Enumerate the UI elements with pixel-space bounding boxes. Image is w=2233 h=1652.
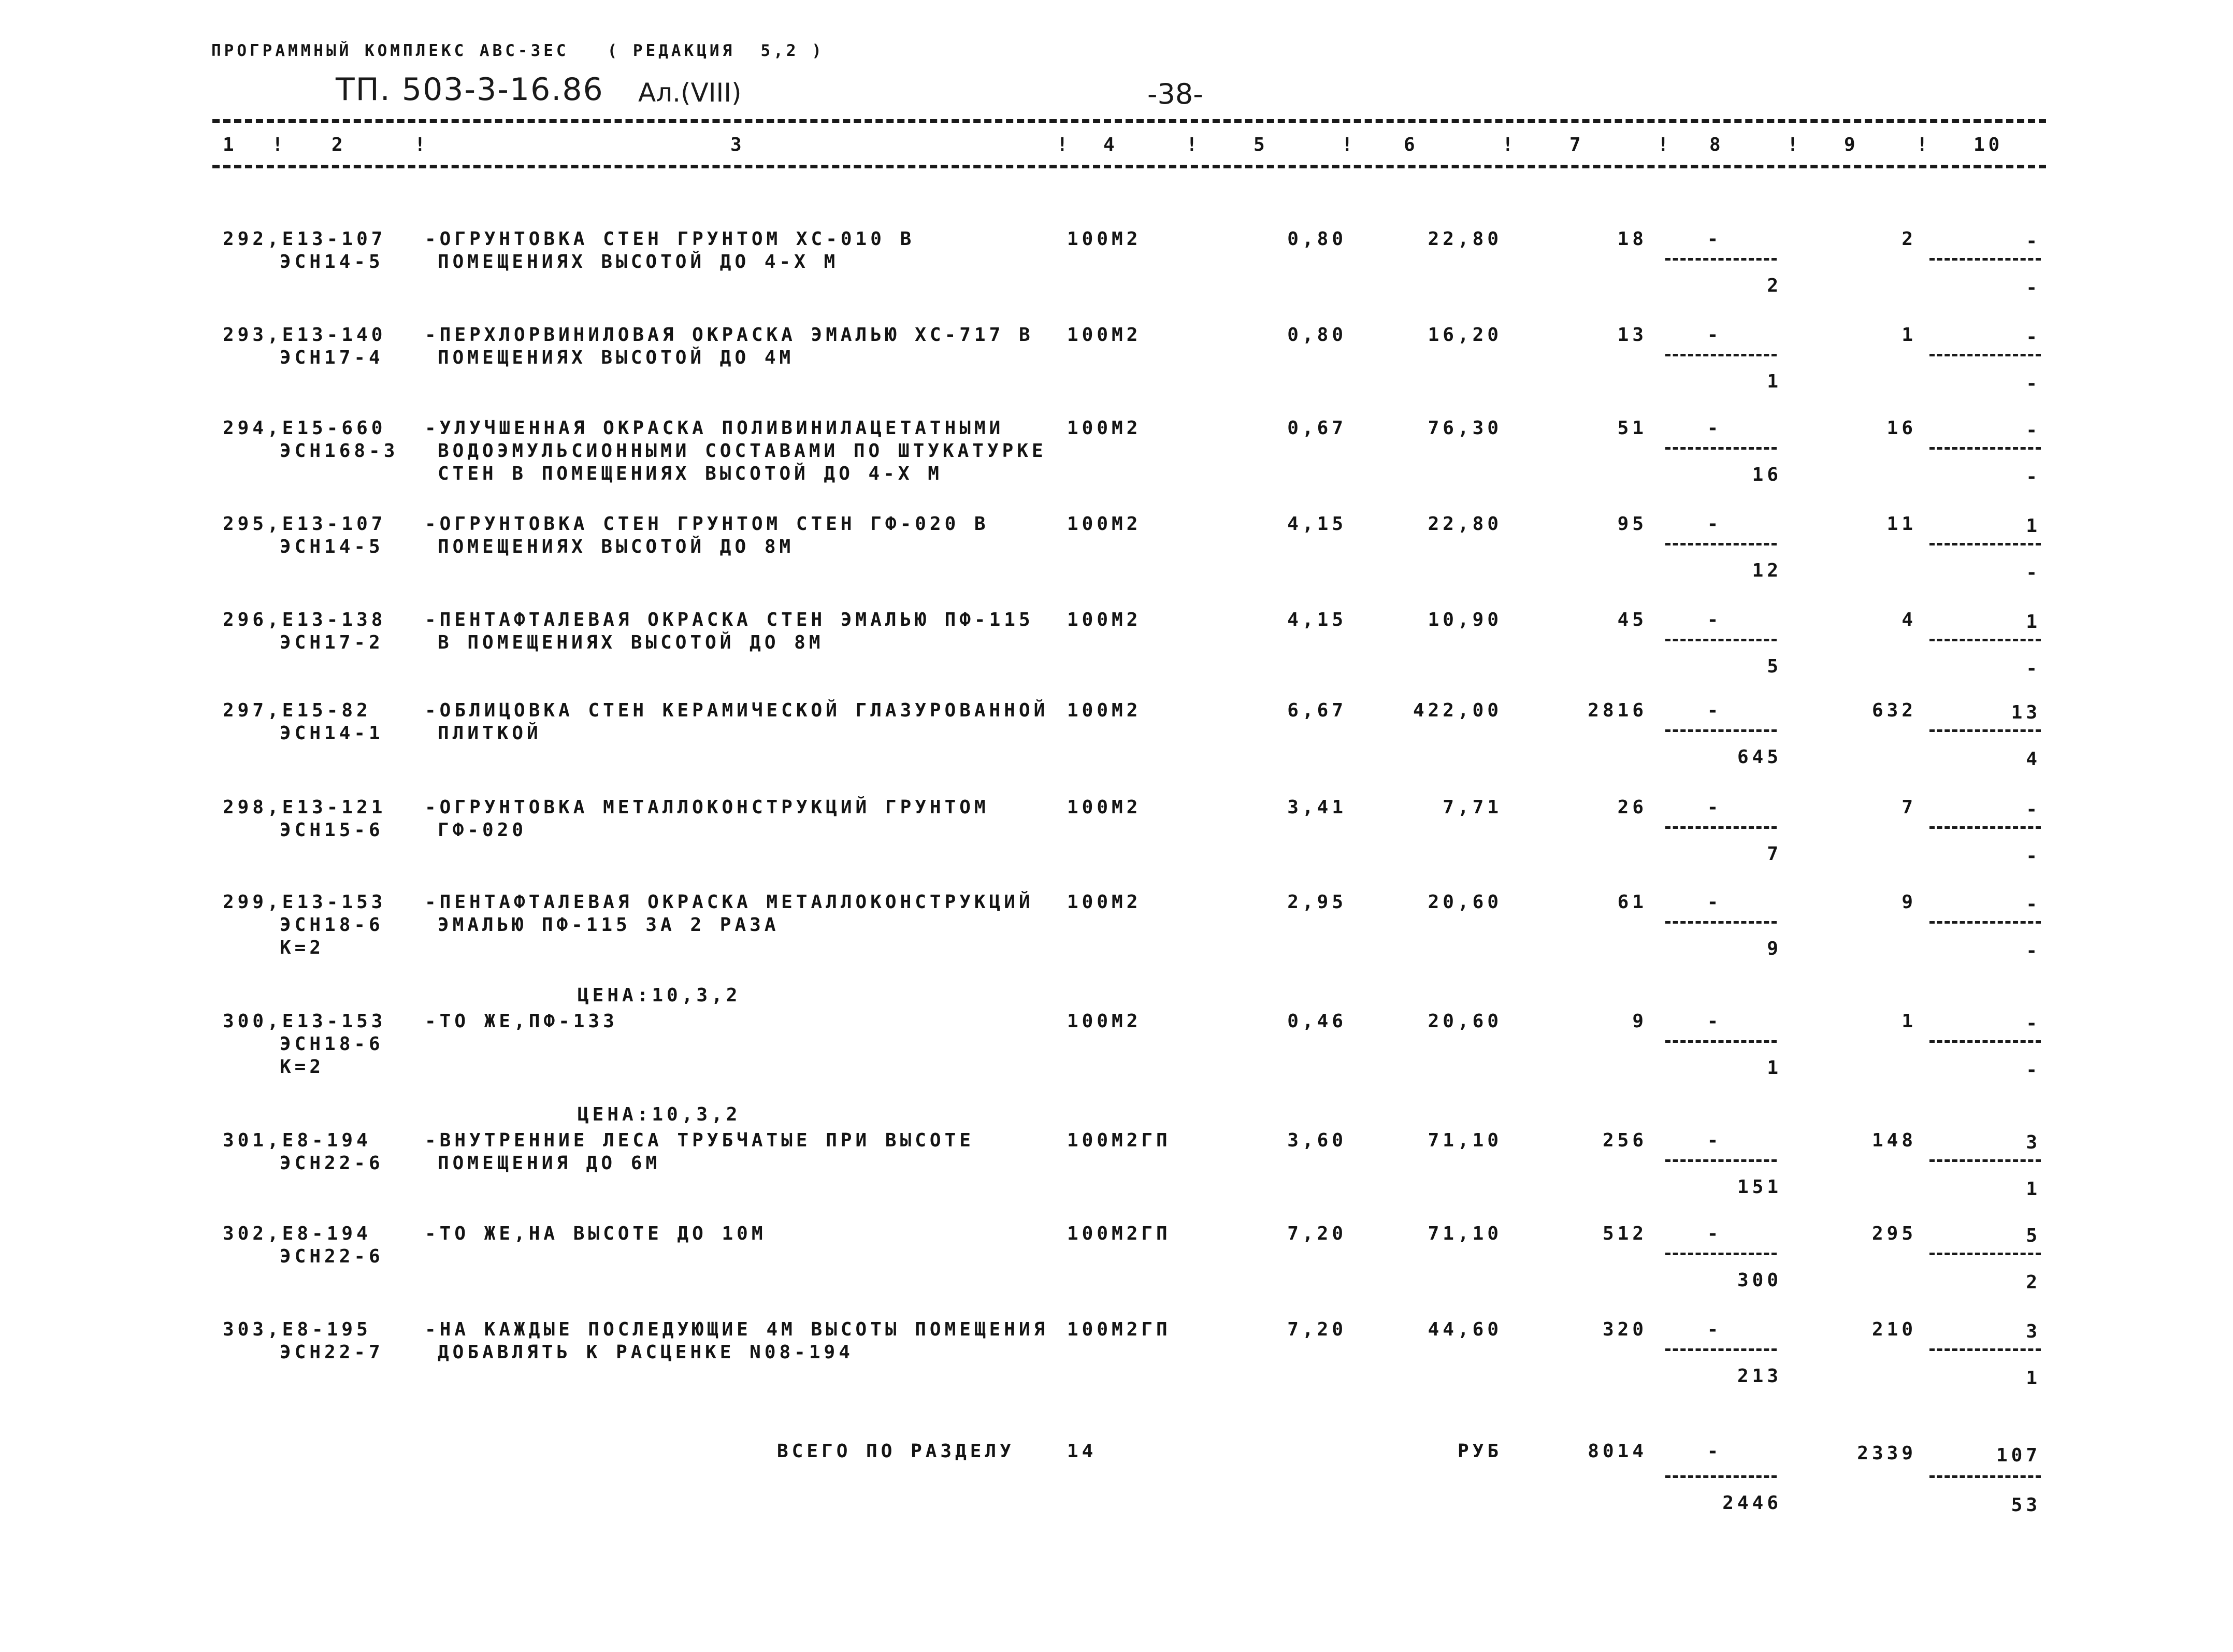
row-code: ЭСН17-2: [280, 632, 384, 653]
row-col10-rule: [1929, 258, 2041, 261]
page-number: -38-: [1147, 78, 1203, 110]
row-col8-rule: [1665, 1159, 1777, 1162]
row-quantity: 4,15: [1287, 609, 1347, 630]
row-unit-price: 422,00: [1413, 700, 1502, 721]
row-col10-rule: [1929, 826, 2041, 829]
row-col10-top: 3: [2026, 1132, 2041, 1153]
row-col8-rule: [1665, 1040, 1777, 1043]
row-col9: 11: [1886, 513, 1917, 535]
row-description: В ПОМЕЩЕНИЯХ ВЫСОТОЙ ДО 8М: [438, 632, 824, 653]
row-col8-rule: [1665, 447, 1777, 450]
row-code: ЭСН22-7: [280, 1342, 384, 1363]
row-col10-bottom: 2: [2026, 1272, 2041, 1293]
row-description: -ПЕРХЛОРВИНИЛОВАЯ ОКРАСКА ЭМАЛЬЮ ХС-717 В: [425, 324, 1034, 346]
row-code: 298,Е13-121: [223, 797, 386, 818]
row-description: ДОБАВЛЯТЬ К РАСЦЕНКЕ N08-194: [438, 1342, 854, 1363]
total-count: 14: [1067, 1441, 1097, 1462]
row-col10-rule: [1929, 639, 2041, 641]
row-col8-top: -: [1707, 228, 1722, 250]
row-col10-bottom: -: [2026, 466, 2041, 487]
row-col8-rule: [1665, 729, 1777, 732]
row-description: ПОМЕЩЕНИЯ ДО 6М: [438, 1153, 661, 1174]
row-col10-top: 3: [2026, 1321, 2041, 1342]
row-description: ПОМЕЩЕНИЯХ ВЫСОТОЙ ДО 8М: [438, 536, 795, 557]
row-quantity: 4,15: [1287, 513, 1347, 535]
row-code: ЭСН17-4: [280, 347, 384, 368]
row-code: 303,Е8-195: [223, 1319, 371, 1340]
row-col10-bottom: -: [2026, 1059, 2041, 1081]
row-col8-rule: [1665, 826, 1777, 829]
row-quantity: 7,20: [1287, 1319, 1347, 1340]
row-code: К=2: [280, 1056, 325, 1078]
price-note: ЦЕНА:10,3,2: [578, 985, 741, 1006]
stamp-album: Ал.(VIII): [638, 78, 742, 108]
row-total-cost: 61: [1617, 892, 1647, 913]
row-col10-bottom: -: [2026, 940, 2041, 961]
row-col9: 210: [1871, 1319, 1917, 1340]
row-code: 293,Е13-140: [223, 324, 386, 346]
row-description: ПОМЕЩЕНИЯХ ВЫСОТОЙ ДО 4М: [438, 347, 795, 368]
row-col10-bottom: -: [2026, 562, 2041, 583]
total-col9: 2339: [1857, 1443, 1917, 1464]
row-col10-bottom: -: [2026, 658, 2041, 679]
row-unit: 100М2: [1067, 418, 1142, 439]
row-code: ЭСН168-3: [280, 440, 399, 462]
row-code: К=2: [280, 937, 325, 958]
row-unit: 100М2: [1067, 609, 1142, 630]
row-col8-rule: [1665, 1348, 1777, 1351]
row-col10-top: 5: [2026, 1225, 2041, 1246]
row-code: ЭСН18-6: [280, 914, 384, 936]
row-unit: 100М2: [1067, 1011, 1142, 1032]
row-code: 299,Е13-153: [223, 892, 386, 913]
row-col10-rule: [1929, 729, 2041, 732]
row-description: ПОМЕЩЕНИЯХ ВЫСОТОЙ ДО 4-Х М: [438, 251, 839, 272]
row-quantity: 3,41: [1287, 797, 1347, 818]
row-unit-price: 22,80: [1428, 228, 1502, 250]
row-unit-price: 71,10: [1428, 1130, 1502, 1151]
row-description: -ТО ЖЕ,ПФ-133: [425, 1011, 618, 1032]
row-description: -УЛУЧШЕННАЯ ОКРАСКА ПОЛИВИНИЛАЦЕТАТНЫМИ: [425, 418, 1004, 439]
row-description: ГФ-020: [438, 820, 527, 841]
row-description: -ОГРУНТОВКА СТЕН ГРУНТОМ СТЕН ГФ-020 В: [425, 513, 989, 535]
row-col8-top: -: [1707, 1011, 1722, 1032]
column-separator: !: [1658, 134, 1669, 155]
column-separator: !: [1342, 134, 1353, 155]
column-header-8: 8: [1709, 134, 1724, 155]
total-cost: 8014: [1588, 1441, 1647, 1462]
row-col10-top: -: [2026, 894, 2041, 915]
row-code: 296,Е13-138: [223, 609, 386, 630]
row-col8-bottom: 12: [1752, 560, 1782, 581]
row-total-cost: 256: [1602, 1130, 1647, 1151]
row-unit-price: 16,20: [1428, 324, 1502, 346]
column-header-3: 3: [730, 134, 745, 155]
row-code: 297,Е15-82: [223, 700, 371, 721]
column-header-1: 1: [223, 134, 238, 155]
row-col8-bottom: 300: [1737, 1270, 1782, 1291]
column-header-7: 7: [1569, 134, 1584, 155]
row-col10-top: 13: [2011, 702, 2041, 723]
row-total-cost: 512: [1602, 1223, 1647, 1244]
row-col8-bottom: 645: [1737, 746, 1782, 768]
row-col10-bottom: 4: [2026, 749, 2041, 770]
row-quantity: 6,67: [1287, 700, 1347, 721]
row-col10-rule: [1929, 1040, 2041, 1043]
row-col10-bottom: -: [2026, 373, 2041, 394]
row-col8-rule: [1665, 639, 1777, 641]
row-total-cost: 95: [1617, 513, 1647, 535]
row-code: ЭСН14-5: [280, 536, 384, 557]
row-col8-bottom: 5: [1767, 656, 1782, 677]
row-col8-rule: [1665, 354, 1777, 356]
row-unit-price: 20,60: [1428, 892, 1502, 913]
total-currency: РУБ: [1457, 1441, 1502, 1462]
row-col10-top: -: [2026, 326, 2041, 348]
row-description: СТЕН В ПОМЕЩЕНИЯХ ВЫСОТОЙ ДО 4-Х М: [438, 463, 943, 484]
row-code: 301,Е8-194: [223, 1130, 371, 1151]
row-col10-top: -: [2026, 799, 2041, 820]
column-separator: !: [1186, 134, 1198, 155]
row-description: ЭМАЛЬЮ ПФ-115 ЗА 2 РАЗА: [438, 914, 780, 936]
row-total-cost: 18: [1617, 228, 1647, 250]
total-col10-top: 107: [1996, 1445, 2041, 1466]
column-separator: !: [1787, 134, 1798, 155]
row-col10-rule: [1929, 1348, 2041, 1351]
row-unit: 100М2ГП: [1067, 1130, 1171, 1151]
row-col8-top: -: [1707, 1223, 1722, 1244]
row-quantity: 2,95: [1287, 892, 1347, 913]
column-separator: !: [1917, 134, 1928, 155]
row-col8-bottom: 9: [1767, 938, 1782, 959]
row-code: ЭСН22-6: [280, 1246, 384, 1267]
row-quantity: 7,20: [1287, 1223, 1347, 1244]
column-header-4: 4: [1103, 134, 1118, 155]
column-separator: !: [272, 134, 283, 155]
row-unit: 100М2: [1067, 797, 1142, 818]
row-unit-price: 22,80: [1428, 513, 1502, 535]
row-col9: 2: [1901, 228, 1917, 250]
row-col10-bottom: 1: [2026, 1368, 2041, 1389]
row-quantity: 0,80: [1287, 324, 1347, 346]
row-description: ВОДОЭМУЛЬСИОННЫМИ СОСТАВАМИ ПО ШТУКАТУРКЕ: [438, 440, 1047, 462]
row-code: ЭСН14-1: [280, 723, 384, 744]
row-quantity: 3,60: [1287, 1130, 1347, 1151]
row-col9: 148: [1871, 1130, 1917, 1151]
row-quantity: 0,80: [1287, 228, 1347, 250]
total-col8-top: -: [1707, 1441, 1722, 1462]
row-description: -ПЕНТАФТАЛЕВАЯ ОКРАСКА СТЕН ЭМАЛЬЮ ПФ-115: [425, 609, 1034, 630]
row-col10-top: 1: [2026, 611, 2041, 633]
row-code: ЭСН15-6: [280, 820, 384, 841]
row-col10-top: -: [2026, 231, 2041, 252]
row-description: -ОГРУНТОВКА МЕТАЛЛОКОНСТРУКЦИЙ ГРУНТОМ: [425, 797, 989, 818]
row-quantity: 0,67: [1287, 418, 1347, 439]
program-header: ПРОГРАММНЫЙ КОМПЛЕКС АВС-ЗЕС ( РЕДАКЦИЯ 5,2 ): [211, 41, 825, 60]
row-description: -ПЕНТАФТАЛЕВАЯ ОКРАСКА МЕТАЛЛОКОНСТРУКЦИЙ: [425, 892, 1034, 913]
row-col8-top: -: [1707, 700, 1722, 721]
header-rule-bottom: [212, 165, 2046, 168]
row-col8-top: -: [1707, 892, 1722, 913]
row-col8-bottom: 151: [1737, 1176, 1782, 1198]
row-total-cost: 320: [1602, 1319, 1647, 1340]
row-description: -ТО ЖЕ,НА ВЫСОТЕ ДО 10М: [425, 1223, 767, 1244]
row-col9: 4: [1901, 609, 1917, 630]
row-unit: 100М2ГП: [1067, 1319, 1171, 1340]
row-col9: 1: [1901, 324, 1917, 346]
row-col10-bottom: 1: [2026, 1179, 2041, 1200]
row-code: 302,Е8-194: [223, 1223, 371, 1244]
row-description: ПЛИТКОЙ: [438, 723, 542, 744]
row-col8-rule: [1665, 1253, 1777, 1255]
row-code: 295,Е13-107: [223, 513, 386, 535]
total-col10-rule: [1929, 1475, 2041, 1478]
total-label: ВСЕГО ПО РАЗДЕЛУ: [777, 1441, 1015, 1462]
row-total-cost: 45: [1617, 609, 1647, 630]
row-total-cost: 2816: [1588, 700, 1647, 721]
row-col9: 7: [1901, 797, 1917, 818]
column-separator: !: [414, 134, 426, 155]
column-header-10: 10: [1973, 134, 2004, 155]
row-description: -НА КАЖДЫЕ ПОСЛЕДУЮЩИЕ 4М ВЫСОТЫ ПОМЕЩЕНИЯ: [425, 1319, 1049, 1340]
row-unit-price: 7,71: [1443, 797, 1502, 818]
row-description: -ВНУТРЕННИЕ ЛЕСА ТРУБЧАТЫЕ ПРИ ВЫСОТЕ: [425, 1130, 974, 1151]
row-col8-top: -: [1707, 1130, 1722, 1151]
row-col10-top: -: [2026, 1013, 2041, 1034]
row-col10-bottom: -: [2026, 277, 2041, 298]
row-col10-top: 1: [2026, 515, 2041, 537]
row-unit-price: 71,10: [1428, 1223, 1502, 1244]
total-col8-bottom: 2446: [1722, 1492, 1782, 1514]
row-unit: 100М2: [1067, 513, 1142, 535]
total-col8-rule: [1665, 1475, 1777, 1478]
row-col10-rule: [1929, 1159, 2041, 1162]
row-col10-bottom: -: [2026, 845, 2041, 867]
row-col8-rule: [1665, 543, 1777, 545]
row-total-cost: 9: [1632, 1011, 1647, 1032]
row-code: ЭСН22-6: [280, 1153, 384, 1174]
row-col8-bottom: 1: [1767, 1057, 1782, 1079]
row-unit: 100М2ГП: [1067, 1223, 1171, 1244]
row-unit: 100М2: [1067, 892, 1142, 913]
stamp-code: ТП. 503-3-16.86: [336, 71, 604, 108]
row-col9: 9: [1901, 892, 1917, 913]
price-note: ЦЕНА:10,3,2: [578, 1104, 741, 1125]
row-quantity: 0,46: [1287, 1011, 1347, 1032]
row-code: 292,Е13-107: [223, 228, 386, 250]
row-unit-price: 44,60: [1428, 1319, 1502, 1340]
row-unit: 100М2: [1067, 228, 1142, 250]
row-description: -ОГРУНТОВКА СТЕН ГРУНТОМ ХС-010 В: [425, 228, 915, 250]
column-separator: !: [1057, 134, 1068, 155]
row-col8-top: -: [1707, 418, 1722, 439]
row-col10-rule: [1929, 354, 2041, 356]
row-col8-bottom: 7: [1767, 843, 1782, 865]
row-unit-price: 76,30: [1428, 418, 1502, 439]
column-separator: !: [1502, 134, 1514, 155]
row-col8-top: -: [1707, 797, 1722, 818]
column-header-9: 9: [1844, 134, 1859, 155]
row-col10-rule: [1929, 921, 2041, 924]
column-header-6: 6: [1404, 134, 1419, 155]
row-col8-bottom: 213: [1737, 1366, 1782, 1387]
row-col9: 632: [1871, 700, 1917, 721]
row-col10-rule: [1929, 447, 2041, 450]
row-col8-rule: [1665, 921, 1777, 924]
column-header-2: 2: [332, 134, 347, 155]
row-unit: 100М2: [1067, 324, 1142, 346]
row-col8-bottom: 1: [1767, 371, 1782, 392]
row-col8-top: -: [1707, 609, 1722, 630]
row-total-cost: 13: [1617, 324, 1647, 346]
row-col10-rule: [1929, 1253, 2041, 1255]
row-total-cost: 51: [1617, 418, 1647, 439]
row-col9: 1: [1901, 1011, 1917, 1032]
row-col10-top: -: [2026, 420, 2041, 441]
row-col8-rule: [1665, 258, 1777, 261]
row-code: ЭСН18-6: [280, 1033, 384, 1055]
row-col8-top: -: [1707, 324, 1722, 346]
row-col8-top: -: [1707, 1319, 1722, 1340]
row-code: ЭСН14-5: [280, 251, 384, 272]
row-col9: 295: [1871, 1223, 1917, 1244]
row-description: -ОБЛИЦОВКА СТЕН КЕРАМИЧЕСКОЙ ГЛАЗУРОВАННОЙ: [425, 700, 1049, 721]
row-code: 294,Е15-660: [223, 418, 386, 439]
row-col8-bottom: 2: [1767, 275, 1782, 296]
column-header-5: 5: [1254, 134, 1269, 155]
row-unit: 100М2: [1067, 700, 1142, 721]
row-col9: 16: [1886, 418, 1917, 439]
row-unit-price: 10,90: [1428, 609, 1502, 630]
row-unit-price: 20,60: [1428, 1011, 1502, 1032]
row-col8-bottom: 16: [1752, 464, 1782, 485]
total-col10-bottom: 53: [2011, 1495, 2041, 1516]
row-col8-top: -: [1707, 513, 1722, 535]
row-code: 300,Е13-153: [223, 1011, 386, 1032]
header-rule-top: [212, 119, 2046, 123]
row-total-cost: 26: [1617, 797, 1647, 818]
row-col10-rule: [1929, 543, 2041, 545]
